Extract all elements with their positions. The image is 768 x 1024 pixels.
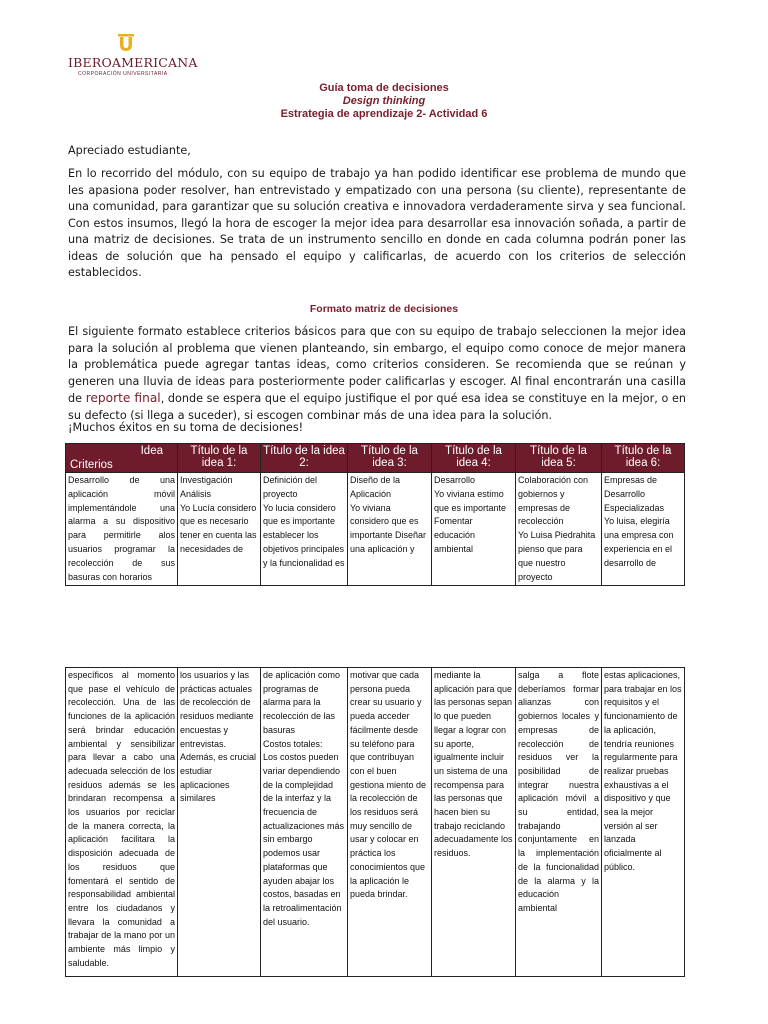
header-subtitle: Design thinking bbox=[342, 95, 426, 107]
column-header-idea-6: Título de la idea 6: bbox=[602, 444, 685, 473]
column-header-idea-1: Título de la idea 1: bbox=[178, 444, 261, 473]
matrix-row bbox=[66, 473, 685, 586]
matrix-cell: mediante la aplicación para que las personas sepan lo que pueden llegar a lograr con su aporte, igualmente incluir un sistema de una recompensa para las personas que hacen bien su trabajo reciclando adecuadamente los residuos. bbox=[432, 668, 516, 977]
format-paragraph-text-end: , donde se espera que el equipo justifique el por qué esa idea se constituye en la mejor, o en su defecto (si llega a suceder), si escogen combinar más de una idea para la solución. bbox=[68, 392, 686, 422]
matrix-cell: salga a flote deberíamos formar alianzas con gobiernos locales y empresas de recolección de residuos ver la posibilidad de integrar nuestra aplicación móvil a su entidad, trabajando conjuntamente en la implementación de la funcionalidad de la alarma y la educación ambiental bbox=[516, 668, 602, 977]
greeting: Apreciado estudiante, bbox=[68, 144, 191, 157]
matrix-cell: Diseño de la Aplicación Yo viviana considero que es importante Diseñar una aplicación y bbox=[348, 473, 432, 586]
intro-paragraph: En lo recorrido del módulo, con su equipo de trabajo ya han podido identificar ese problema de mundo que les apasiona poder resolver, han entrevistado y empatizado con una persona (su cliente), representante de una comunidad, para garantizar que su solución creativa e innovadora verdaderamente sirva y sea funcional. Con estos insumos, llegó la hora de escoger la mejor idea para desarrollar esa innovación soñada, a partir de una matriz de decisiones. Se trata de un instrumento sencillo en donde en cada columna podrán poner las ideas de solución que ha pensado el equipo y calificarlas, de acuerdo con los criterios de selección establecidos. bbox=[68, 167, 686, 279]
format-paragraph bbox=[68, 324, 686, 424]
closing-line: ¡Muchos éxitos en su toma de decisiones! bbox=[68, 421, 304, 434]
header-title: Guía toma de decisiones bbox=[319, 82, 449, 94]
matrix-cell: Empresas de Desarrollo Especializadas Yo luisa, elegiría una empresa con experiencia en el desarrollo de bbox=[602, 473, 685, 586]
decision-matrix bbox=[65, 443, 685, 586]
logo-name: IBEROAMERICANA bbox=[68, 55, 198, 70]
matrix-row bbox=[66, 668, 685, 977]
section-title: Formato matriz de decisiones bbox=[309, 303, 459, 315]
university-emblem-icon bbox=[118, 34, 134, 52]
matrix-cell: específicos al momento que pase el vehículo de recolección. Una de las funciones de la aplicación será brindar educación ambiental y sensibilizar para llevar a cabo una adecuada selección de los residuos además se les brindaran recompensa a los usuarios por reciclar de la manera correcta, la aplicación facilitara la disposición adecuada de los residuos que fomentará el sentido de responsabilidad ambiental entre los ciudadanos y llevara la comunidad a trabajar de la mano por un ambiente más limpio y saludable. bbox=[66, 668, 178, 977]
report-final-highlight: reporte final bbox=[85, 391, 161, 405]
column-header-idea-3: Título de la idea 3: bbox=[348, 444, 432, 473]
matrix-cell: Colaboración con gobiernos y empresas de recolección Yo Luisa Piedrahita pienso que para que nuestro proyecto bbox=[516, 473, 602, 586]
university-logo bbox=[68, 34, 198, 77]
matrix-cell: Desarrollo de una aplicación móvil implementándole una alarma a su dispositivo para permitirle alos usuarios programar la recolección de sus basuras con horarios bbox=[66, 473, 178, 586]
header-activity: Estrategia de aprendizaje 2- Actividad 6 bbox=[280, 108, 488, 120]
matrix-header-row bbox=[66, 444, 685, 473]
matrix-corner-cell bbox=[66, 444, 178, 473]
matrix-cell: los usuarios y las prácticas actuales de recolección de residuos mediante encuestas y entrevistas. Además, es crucial estudiar aplicaciones similares bbox=[178, 668, 261, 977]
format-paragraph-text: El siguiente formato establece criterios básicos para que con su equipo de trabajo seleccionen la mejor idea para la solución al problema que vienen planteando, sin embargo, el equipo como conoce de mejor manera la problemática puede agregar tantas ideas, como criterios consideren. Se recomienda que se reúnan y generen una lluvia de ideas para posteriormente poder calificarlas y escoger. Al final encontrarán una casilla de bbox=[68, 325, 686, 405]
column-header-idea-5: Título de la idea 5: bbox=[516, 444, 602, 473]
matrix-cell: motivar que cada persona pueda crear su usuario y pueda acceder fácilmente desde su teléfono para que contribuyan con el buen gestiona miento de la recolección de los residuos será muy sencillo de usar y colocar en práctica los conocimientos que la aplicación le pueda brindar. bbox=[348, 668, 432, 977]
matrix-cell: Desarrollo Yo viviana estimo que es importante Fomentar educación ambiental bbox=[432, 473, 516, 586]
matrix-cell: Investigación Análisis Yo Lucía considero que es necesario tener en cuenta las necesidades de bbox=[178, 473, 261, 586]
matrix-cell: de aplicación como programas de alarma para la recolección de las basuras Costos totales: Los costos pueden variar dependiendo de la complejidad de la interfaz y la frecuencia de actualizaciones más sin embargo podemos usar plataformas que ayuden abajar los costos, basadas en la retroalimentación del usuario. bbox=[261, 668, 348, 977]
matrix-cell: Definición del proyecto Yo lucia considero que es importante establecer los objetivos principales y la funcionalidad es bbox=[261, 473, 348, 586]
column-header-idea-4: Título de la idea 4: bbox=[432, 444, 516, 473]
corner-criterios-label: Criterios bbox=[70, 459, 113, 471]
corner-idea-label: Idea bbox=[140, 445, 163, 457]
logo-tagline: CORPORACIÓN UNIVERSITARIA bbox=[78, 71, 168, 77]
document-header bbox=[0, 82, 768, 121]
column-header-idea-2: Título de la idea 2: bbox=[261, 444, 348, 473]
decision-matrix-continued bbox=[65, 667, 685, 977]
matrix-cell: estas aplicaciones, para trabajar en los requisitos y el funcionamiento de la aplicación, tendría reuniones regularmente para realizar pruebas exhaustivas a el dispositivo y que sea la mejor versión al ser lanzada oficialmente al público. bbox=[602, 668, 685, 977]
